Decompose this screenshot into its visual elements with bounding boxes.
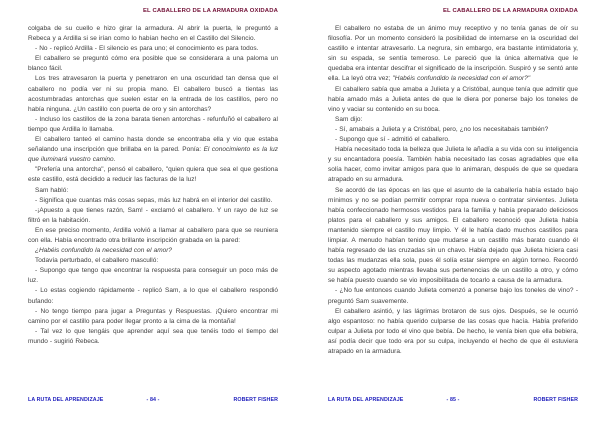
footer-author: ROBERT FISHER — [533, 397, 578, 403]
paragraph-text: - Incluso los castillos de la zona barata tienen antorchas - refunfuñó el caballero al tiempo que Ardilla lo llamaba. — [28, 115, 278, 133]
page-number: - 84 - — [146, 397, 160, 403]
paragraph — [28, 115, 278, 135]
paragraph — [28, 54, 278, 74]
paragraph-italic-text: ¿Habéis confundido la necesidad con el amor? — [35, 247, 173, 255]
running-header: EL CABALLERO DE LA ARMADURA OXIDADA — [142, 8, 278, 14]
footer-section-title: LA RUTA DEL APRENDIZAJE — [328, 397, 404, 403]
paragraph-text: Los tres atravesaron la puerta y penetraron en una oscuridad tan densa que el caballero no podía ver ni su propia mano. El caballero buscó a tientas las acostumbradas antorchas que suelen estar en la entrada de los castillos, pero no había ninguna. ¿Un castillo con puerta de oro y sin antorchas? — [28, 75, 278, 113]
paragraph-text: - No tengo tiempo para jugar a Preguntas y Respuestas. ¡Quiero encontrar mi camino por el castillo para poder llegar pronto a la cima de la montaña! — [28, 307, 278, 325]
page-footer — [28, 397, 278, 405]
paragraph-text: En ese preciso momento, Ardilla volvió a llamar al caballero para que se reuniera con ella. Había encontrado otra brillante inscripción grabada en la pared: — [28, 226, 278, 244]
paragraph — [28, 135, 278, 165]
paragraph-text: - Significa que cuantas más cosas sepas, más luz habrá en el interior del castillo. — [35, 196, 273, 204]
paragraph — [328, 125, 578, 135]
running-header: EL CABALLERO DE LA ARMADURA OXIDADA — [442, 8, 578, 14]
paragraph — [28, 226, 278, 246]
paragraph-text: El caballero tanteó el camino hasta donde se encontraba ella y vio que estaba señalando una inscripción que brillaba en la pared. Ponía: — [28, 136, 278, 154]
paragraph — [328, 307, 578, 357]
paragraph — [28, 24, 278, 44]
paragraph-text: Sam dijo: — [335, 115, 363, 123]
paragraph — [28, 165, 278, 185]
paragraph — [328, 115, 578, 125]
paragraph-text: - Tal vez lo que tengáis que aprender aquí sea que tenéis todo el tiempo del mundo - sugirió Rebeca. — [28, 327, 278, 345]
footer-author: ROBERT FISHER — [233, 397, 278, 403]
paragraph — [328, 186, 578, 287]
paragraph — [28, 44, 278, 54]
paragraph — [328, 145, 578, 185]
paragraph — [28, 327, 278, 347]
paragraph — [28, 266, 278, 286]
paragraph — [28, 196, 278, 206]
paragraph-text: - Sí, amabais a Julieta y a Cristóbal, pero, ¿no los necesitabais también? — [335, 125, 549, 133]
paragraph-text: Todavía perturbado, el caballero masculló: — [35, 257, 159, 265]
paragraph — [328, 85, 578, 115]
page-right — [300, 0, 600, 424]
paragraph — [28, 206, 278, 226]
paragraph-text: - Supongo que sí - admitió el caballero. — [335, 136, 450, 144]
paragraph — [28, 74, 278, 114]
paragraph-text: - Supongo que tengo que encontrar la respuesta para conseguir un poco más de luz. — [28, 267, 278, 285]
paragraph — [328, 286, 578, 306]
paragraph-text: El caballero asintió, y las lágrimas brotaron de sus ojos. Después, se le ocurrió algo espantoso: no había querido culparse de las cosas que hacía. Había preferido culpar a Julieta por todo el vino que bebía. De hecho, le venía bien que ella bebiera, así podía decir que todo era por su culpa, incluyendo el hecho de que él estuviera atrapado en la armadura. — [328, 307, 578, 355]
page-number: - 85 - — [446, 397, 460, 403]
paragraph — [28, 307, 278, 327]
paragraph-text: Se acordó de las épocas en las que el asunto de la caballería había estado bajo mínimos y no se podían permitir comprar ropa nueva o contratar sirvientes. Julieta había confeccionado hermosos vestidos para la familia y había preparado deliciosos platos para el caballero y sus amigos. El caballero reconoció que Julieta había mantenido siempre el castillo muy limpio. Y él le había dado muchos castillos para limpiar. A menudo habían tenido que mudarse a un castillo más barato cuando él había regresado de las cruzadas sin un chavo. Había dejado que Julieta hiciera casi todas las mudanzas ella sola, pues él solía estar siempre en algún torneo. Recordó su aspecto agotado mientras llevaba sus pertenencias de un castillo a otro, y cómo se había puesto cuando se vio imposibilitada de tocarlo a causa de la armadura. — [328, 186, 578, 285]
paragraph — [328, 24, 578, 85]
page-body — [28, 24, 278, 347]
paragraph — [28, 256, 278, 266]
paragraph-text: El caballero no estaba de un ánimo muy receptivo y no tenía ganas de oír su filosofía. Por un momento consideró la posibilidad de internarse en la oscuridad del castillo e intentar atravesarlo. La negrura, sin embargo, era bastante intimidatoria y, sin su espada, se sentía temeroso. Le pareció que la única alternativa que le quedaba era intentar descifrar el significado de la inscripción. Suspiró y se sentó ante ella. La leyó otra vez; — [328, 25, 578, 83]
footer-section-title: LA RUTA DEL APRENDIZAJE — [28, 397, 104, 403]
paragraph-text: "Prefería una antorcha", pensó el caballero, "quien quiera que sea el que gestiona este castillo, está decidido a reducir las facturas de la luz! — [28, 166, 278, 184]
paragraph-text: - No - replicó Ardilla - El silencio es para uno; el conocimiento es para todos. — [35, 45, 259, 53]
paragraph-text: - ¿No fue entonces cuando Julieta comenzó a ponerse bajo los toneles de vino? - preguntó Sam suavemente. — [328, 287, 578, 305]
paragraph — [28, 246, 278, 256]
page-footer — [328, 397, 578, 405]
paragraph — [28, 286, 278, 306]
paragraph — [28, 186, 278, 196]
paragraph-text: El caballero sabía que amaba a Julieta y a Cristóbal, aunque tenía que admitir que había amado más a Julieta antes de que le diera por ponerse bajo los toneles de vino y vaciar su contenido en su boca. — [328, 85, 578, 113]
page-body — [328, 24, 578, 357]
paragraph-text: colgaba de su cuello e hizo girar la armadura. Al abrir la puerta, le preguntó a Rebeca y a Ardilla si se irían como lo habían hecho en el Castillo del Silencio. — [28, 25, 278, 43]
paragraph-text: - Lo estas cogiendo rápidamente - replicó Sam, a lo que el caballero respondió bufando: — [28, 287, 278, 305]
paragraph-italic-text: "Habéis confundido la necesidad con el amor?" — [392, 75, 531, 83]
paragraph-text: Sam habló: — [35, 186, 69, 194]
paragraph-text: El caballero se preguntó cómo era posible que se considerara a una paloma un blanco fácil. — [28, 55, 278, 73]
paragraph-text: -¡Apuesto a que tienes razón, Sam! - exclamó el caballero. Y un rayo de luz se filtró en la habitación. — [28, 206, 278, 224]
paragraph-italic-text: El conocimiento es la luz que iluminará vuestro camino. — [28, 146, 278, 164]
paragraph-text: Había necesitado toda la belleza que Julieta le añadía a su vida con su inteligencia y su encantadora poesía. También había necesitado las cosas agradables que ella solía hacer, como invitar amigos para que lo animaran, después de que se quedara atrapado en su armadura. — [328, 146, 578, 184]
paragraph — [328, 135, 578, 145]
